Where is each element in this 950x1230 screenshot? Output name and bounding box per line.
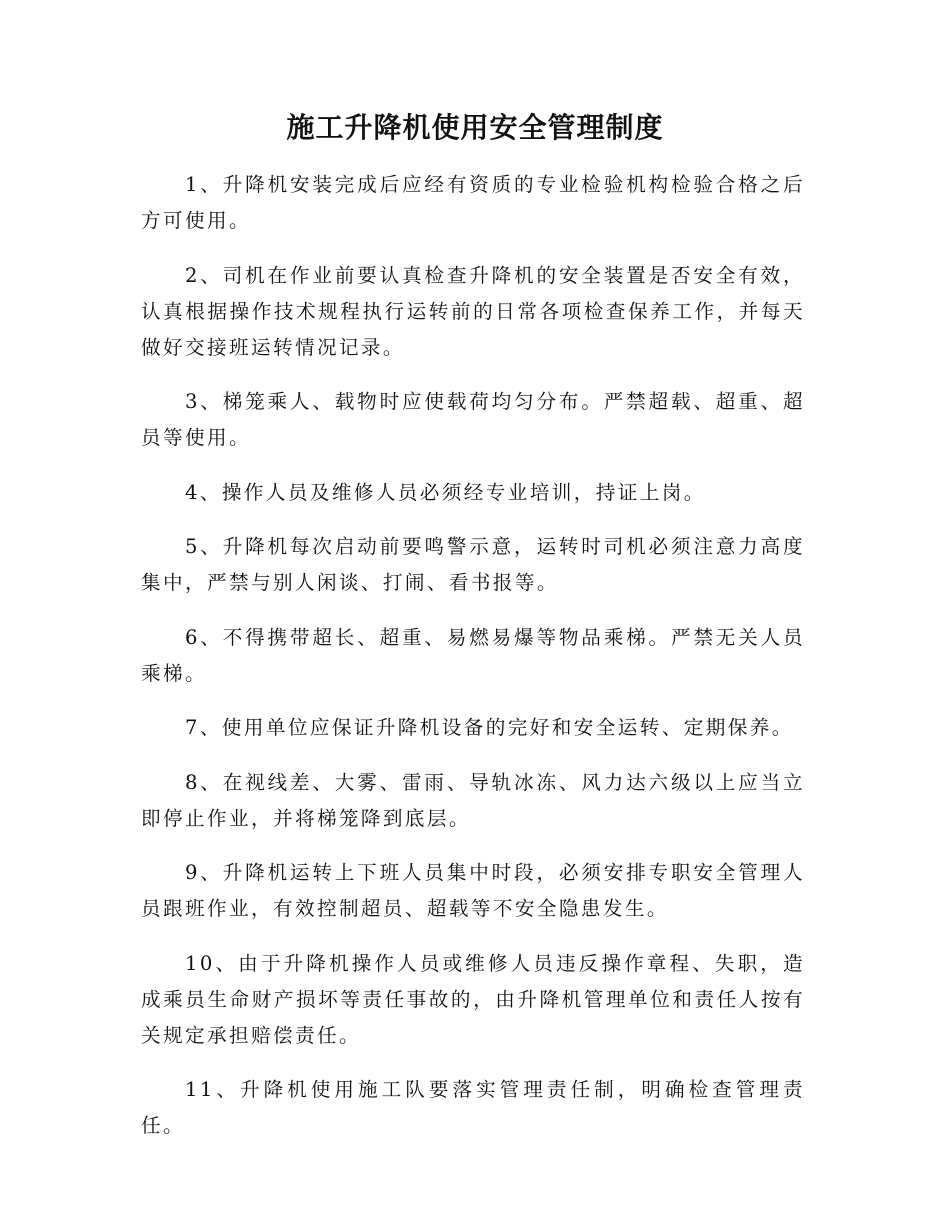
paragraph-8: 8、在视线差、大雾、雷雨、导轨冰冻、风力达六级以上应当立即停止作业，并将梯笼降到底层。	[141, 770, 805, 830]
paragraph-4: 4、操作人员及维修人员必须经专业培训，持证上岗。	[185, 480, 706, 504]
paragraph-9: 9、升降机运转上下班人员集中时段，必须安排专职安全管理人员跟班作业，有效控制超员、超载等不安全隐患发生。	[141, 861, 805, 920]
paragraph-11: 11、升降机使用施工队要落实管理责任制，明确检查管理责任。	[141, 1078, 805, 1137]
document-body	[141, 167, 805, 1163]
document-title: 施工升降机使用安全管理制度	[286, 111, 664, 144]
paragraph-6: 6、不得携带超长、超重、易燃易爆等物品乘梯。严禁无关人员乘梯。	[141, 625, 805, 685]
paragraph-7: 7、使用单位应保证升降机设备的完好和安全运转、定期保养。	[185, 716, 794, 739]
paragraph-2: 2、司机在作业前要认真检查升降机的安全装置是否安全有效，认真根据操作技术规程执行运转前的日常各项检查保养工作，并每天做好交接班运转情况记录。	[141, 263, 805, 359]
paragraph-5: 5、升降机每次启动前要鸣警示意，运转时司机必须注意力高度集中，严禁与别人闲谈、打闹、看书报等。	[141, 535, 805, 594]
paragraph-3: 3、梯笼乘人、载物时应使载荷均匀分布。严禁超载、超重、超员等使用。	[141, 390, 805, 449]
paragraph-1: 1、升降机安装完成后应经有资质的专业检验机构检验合格之后方可使用。	[141, 173, 805, 232]
paragraph-10: 10、由于升降机操作人员或维修人员违反操作章程、失职，造成乘员生命财产损坏等责任事故的，由升降机管理单位和责任人按有关规定承担赔偿责任。	[141, 951, 805, 1047]
